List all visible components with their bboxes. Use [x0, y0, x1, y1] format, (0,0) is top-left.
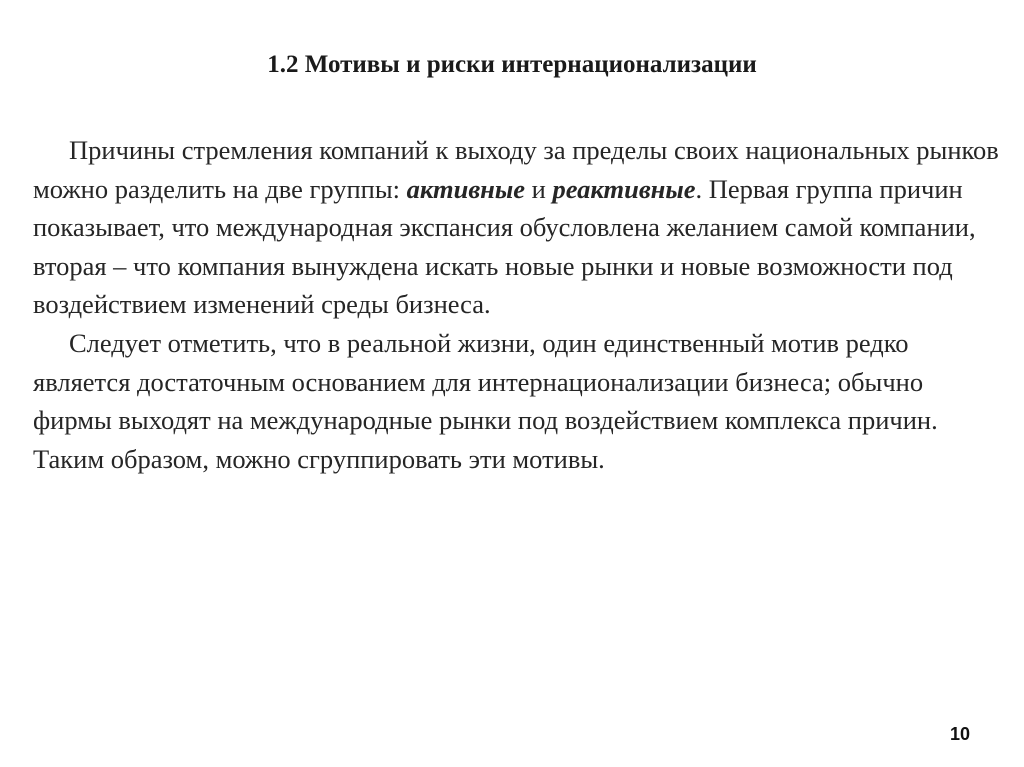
- paragraph-1-conjunction: и: [525, 173, 553, 204]
- paragraph-1-text-end: . Первая группа причин показывает, что международная экспансия обусловлена желанием самой компании, вторая – что компания вынуждена искать новые рынки и новые возможности под воздействием изменений среды бизнеса.: [33, 173, 976, 320]
- paragraph-1-text-start: Причины стремления компаний к выходу за пределы своих национальных рынков можно разделить на две группы:: [33, 135, 999, 204]
- paragraph-1: [33, 131, 1008, 324]
- page-number: 10: [949, 724, 971, 744]
- term-active: активные: [406, 173, 526, 204]
- paragraph-2: Следует отметить, что в реальной жизни, один единственный мотив редко является достаточным основанием для интернационализации бизнеса; обычно фирмы выходят на международные рынки под воздействием комплекса причин. Таким образом, можно сгруппировать эти мотивы.: [33, 327, 938, 474]
- slide-title: 1.2 Мотивы и риски интернационализации: [267, 51, 757, 78]
- slide-body: [33, 131, 1008, 478]
- term-reactive: реактивные: [552, 173, 696, 204]
